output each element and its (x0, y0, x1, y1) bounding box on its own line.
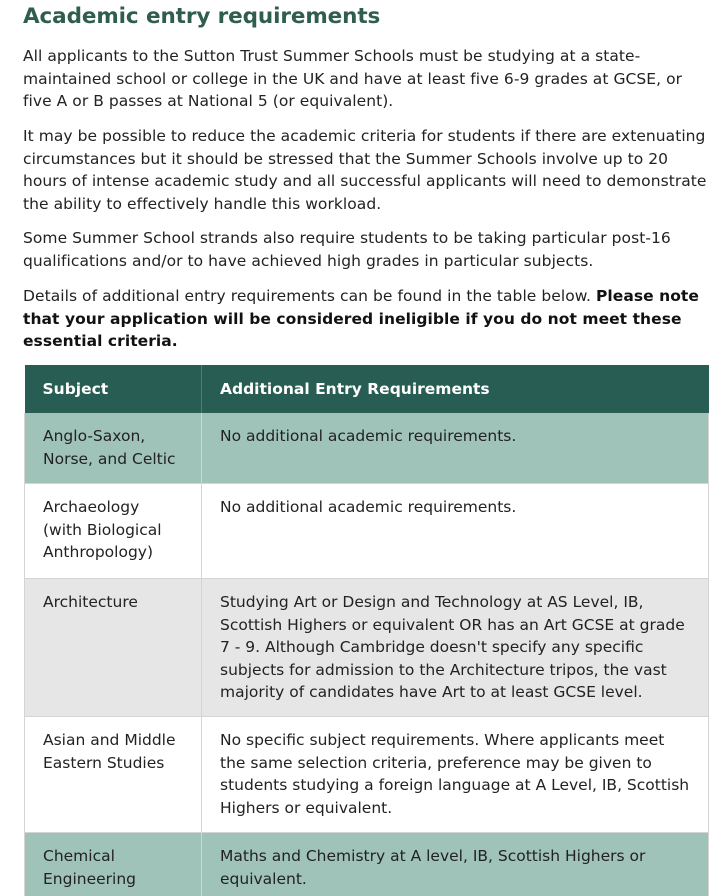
ineligibility-note: Please note that your application will be considered ineligible if you do not meet these essential criteria. (23, 287, 699, 351)
requirements-cell: No specific subject requirements. Where applicants meet the same selection criteria, preference may be given to students studying a foreign language at A Level, IB, Scottish Highers or equivalent. (202, 717, 709, 833)
table-row (25, 413, 709, 484)
subject-cell: Anglo-Saxon, Norse, and Celtic (25, 413, 202, 484)
subject-cell: Architecture (25, 579, 202, 717)
paragraph-strand-requirements: Some Summer School strands also require students to be taking particular post-16 qualifications and/or to have achieved high grades in particular subjects. (23, 229, 671, 270)
table-row (25, 579, 709, 717)
subject-cell: Chemical Engineering (25, 833, 202, 896)
paragraph-extenuating-circumstances: It may be possible to reduce the academic criteria for students if there are extenuating circumstances but it should be stressed that the Summer Schools involve up to 20 hours of intense academic study and all successful applicants will need to demonstrate the ability to effectively handle this workload. (23, 127, 707, 213)
column-header-subject: Subject (25, 365, 202, 413)
requirements-cell: No additional academic requirements. (202, 484, 709, 579)
page-heading: Academic entry requirements (23, 4, 381, 29)
table-intro-text: Details of additional entry requirements can be found in the table below. (23, 287, 592, 305)
table-row (25, 484, 709, 579)
requirements-cell: No additional academic requirements. (202, 413, 709, 484)
paragraph-eligibility: All applicants to the Sutton Trust Summer Schools must be studying at a state-maintained school or college in the UK and have at least five 6-9 grades at GCSE, or five A or B passes at National 5 (or equivalent). (23, 47, 683, 111)
table-row (25, 833, 709, 896)
paragraph-table-intro (23, 285, 713, 353)
subject-cell: Archaeology (with Biological Anthropology) (25, 484, 202, 579)
table-header-row (25, 365, 709, 413)
table-row (25, 717, 709, 833)
column-header-requirements: Additional Entry Requirements (202, 365, 709, 413)
requirements-table (24, 365, 709, 896)
requirements-cell: Studying Art or Design and Technology at AS Level, IB, Scottish Highers or equivalent OR has an Art GCSE at grade 7 - 9. Although Cambridge doesn't specify any specific subjects for admission to the Architecture tripos, the vast majority of candidates have Art to at least GCSE level. (202, 579, 709, 717)
requirements-cell: Maths and Chemistry at A level, IB, Scottish Highers or equivalent. (202, 833, 709, 896)
subject-cell: Asian and Middle Eastern Studies (25, 717, 202, 833)
